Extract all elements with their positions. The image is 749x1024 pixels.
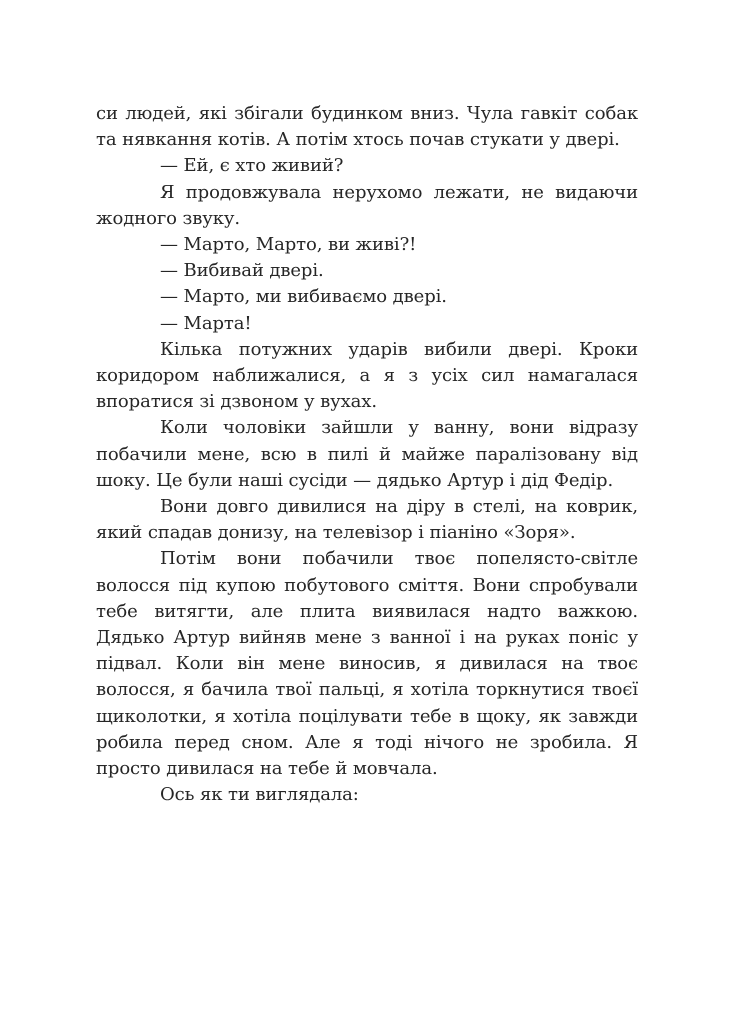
body-text: [96, 101, 638, 808]
dialogue-line: — Вибивай двері.: [160, 260, 324, 282]
paragraph-continuation: си людей, які збігали будинком вниз. Чула гавкіт собак та нявкання котів. А потім хтось почав стукати у двері.: [96, 103, 638, 151]
paragraph: Кілька потужних ударів вибили двері. Кроки коридором наближалися, а я з усіх сил намагалася впоратися зі дзвоном у вухах.: [96, 338, 638, 413]
dialogue-line: — Марто, ми вибиваємо двері.: [160, 286, 447, 308]
dialogue-line: — Марто, Марто, ви живі?!: [160, 234, 417, 256]
paragraph: Ось як ти виглядала:: [160, 784, 359, 806]
paragraph: Вони довго дивилися на діру в стелі, на коврик, який спадав донизу, на телевізор і піаніно «Зоря».: [96, 496, 638, 544]
dialogue-line: — Ей, є хто живий?: [160, 155, 344, 177]
paragraph: Я продовжувала нерухомо лежати, не видаючи жодного звуку.: [96, 181, 638, 229]
paragraph: Потім вони побачили твоє попелясто-світле волосся під купою побутового сміття. Вони спробували тебе витягти, але плита виявилася надто важкою. Дядько Артур вийняв мене з ванної і на руках поніс у підвал. Коли він мене виносив, я дивилася на твоє волосся, я бачила твої пальці, я хотіла торкнутися твоєї щиколотки, я хотіла поцілувати тебе в щоку, як завжди робила перед сном. Але я тоді нічого не зробила. Я просто дивилася на тебе й мовчала.: [96, 548, 638, 780]
paragraph: Коли чоловіки зайшли у ванну, вони відразу побачили мене, всю в пилі й майже паралізовану від шоку. Це були наші сусіди — дядько Артур і дід Федір.: [96, 417, 638, 491]
dialogue-line: — Марта!: [160, 312, 252, 334]
